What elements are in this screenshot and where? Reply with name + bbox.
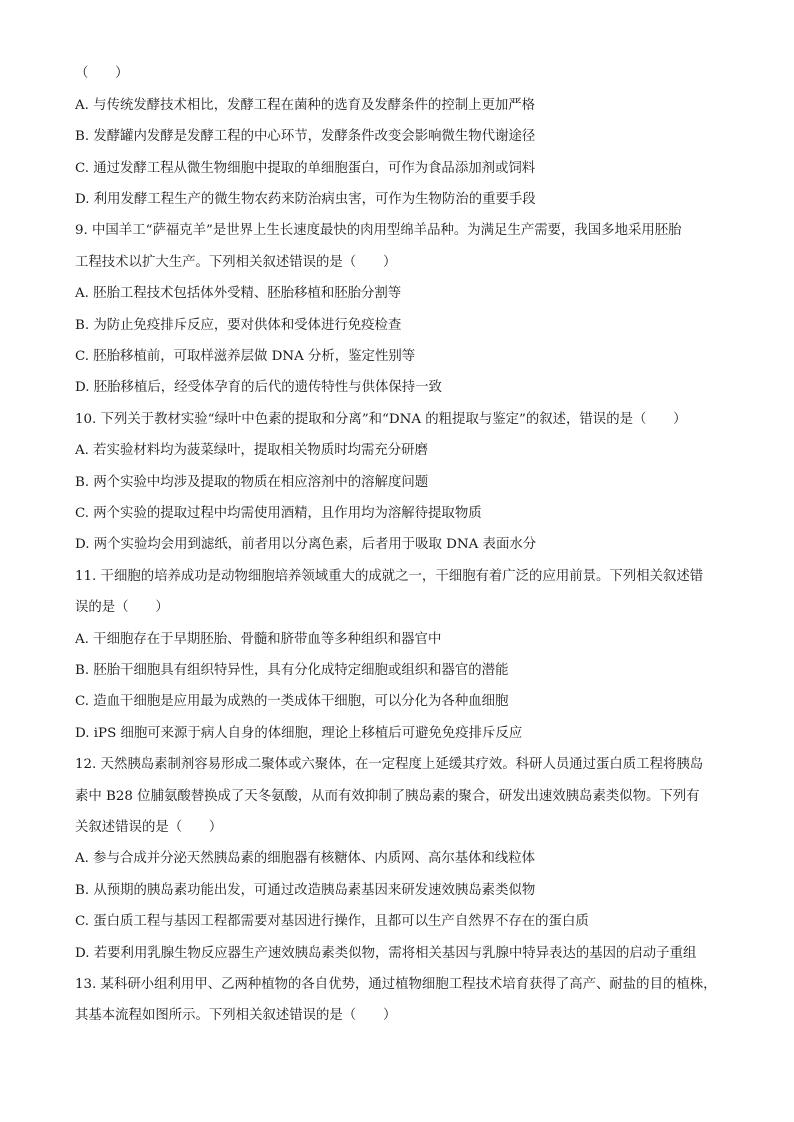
question-12-stem-2: 素中 B28 位脯氨酸替换成了天冬氨酸，从而有效抑制了胰岛素的聚合，研发出速效胰岛素类似物。下列有 [75, 789, 700, 804]
q8-option-b: B. 发酵罐内发酵是发酵工程的中心环节，发酵条件改变会影响微生物代谢途径 [75, 129, 536, 144]
question-8-blank: （ ） [75, 66, 129, 81]
question-13-stem-2: 其基本流程如图所示。下列相关叙述错误的是（ ） [75, 1008, 397, 1023]
q10-option-d: D. 两个实验均会用到滤纸，前者用以分离色素，后者用于吸取 DNA 表面水分 [75, 537, 537, 552]
q10-option-a: A. 若实验材料均为菠菜绿叶，提取相关物质时均需充分研磨 [75, 443, 428, 458]
q12-option-b: B. 从预期的胰岛素功能出发，可通过改造胰岛素基因来研发速效胰岛素类似物 [75, 883, 536, 898]
q11-option-c: C. 造血干细胞是应用最为成熟的一类成体干细胞，可以分化为各种血细胞 [75, 694, 509, 709]
q12-option-d: D. 若要利用乳腺生物反应器生产速效胰岛素类似物，需将相关基因与乳腺中特异表达的基因的启动子重组 [75, 946, 697, 961]
q9-option-d: D. 胚胎移植后，经受体孕育的后代的遗传特性与供体保持一致 [75, 380, 442, 395]
q8-option-a: A. 与传统发酵技术相比，发酵工程在菌种的选育及发酵条件的控制上更加严格 [75, 98, 536, 113]
question-12-stem-3: 关叙述错误的是（ ） [75, 820, 223, 835]
question-9-stem-2: 工程技术以扩大生产。下列相关叙述错误的是（ ） [75, 255, 397, 270]
q12-option-c: C. 蛋白质工程与基因工程都需要对基因进行操作，且都可以生产自然界不存在的蛋白质 [75, 914, 589, 929]
q9-option-c: C. 胚胎移植前，可取样滋养层做 DNA 分析，鉴定性别等 [75, 349, 416, 364]
question-11-stem-1: 11. 干细胞的培养成功是动物细胞培养领域重大的成就之一，干细胞有着广泛的应用前景。下列相关叙述错 [75, 569, 704, 584]
question-12-stem-1: 12. 天然胰岛素制剂容易形成二聚体或六聚体，在一定程度上延缓其疗效。科研人员通过蛋白质工程将胰岛 [75, 757, 704, 772]
q9-option-b: B. 为防止免疫排斥反应，要对供体和受体进行免疫检查 [75, 318, 402, 333]
q9-option-a: A. 胚胎工程技术包括体外受精、胚胎移植和胚胎分割等 [75, 286, 402, 301]
q10-option-c: C. 两个实验的提取过程中均需使用酒精，且作用均为溶解待提取物质 [75, 506, 482, 521]
q8-option-d: D. 利用发酵工程生产的微生物农药来防治病虫害，可作为生物防治的重要手段 [75, 192, 536, 207]
question-11-stem-2: 误的是（ ） [75, 600, 169, 615]
question-10-stem: 10. 下列关于教材实验“绿叶中色素的提取和分离”和“DNA 的粗提取与鉴定”的叙述，错误的是（ ） [75, 412, 687, 427]
q10-option-b: B. 两个实验中均涉及提取的物质在相应溶剂中的溶解度问题 [75, 475, 429, 490]
q11-option-a: A. 干细胞存在于早期胚胎、骨髓和脐带血等多种组织和器官中 [75, 632, 442, 647]
q11-option-b: B. 胚胎干细胞具有组织特异性，具有分化成特定细胞或组织和器官的潜能 [75, 663, 509, 678]
q8-option-c: C. 通过发酵工程从微生物细胞中提取的单细胞蛋白，可作为食品添加剂或饲料 [75, 161, 536, 176]
question-13-stem-1: 13. 某科研小组利用甲、乙两种植物的各自优势，通过植物细胞工程技术培育获得了高产、耐盐的目的植株， [75, 977, 717, 992]
q12-option-a: A. 参与合成并分泌天然胰岛素的细胞器有核糖体、内质网、高尔基体和线粒体 [75, 851, 536, 866]
question-9-stem-1: 9. 中国羊工“萨福克羊”是世界上生长速度最快的肉用型绵羊品种。为满足生产需要，我国多地采用胚胎 [75, 223, 682, 238]
q11-option-d: D. iPS 细胞可来源于病人自身的体细胞，理论上移植后可避免免疫排斥反应 [75, 726, 523, 741]
